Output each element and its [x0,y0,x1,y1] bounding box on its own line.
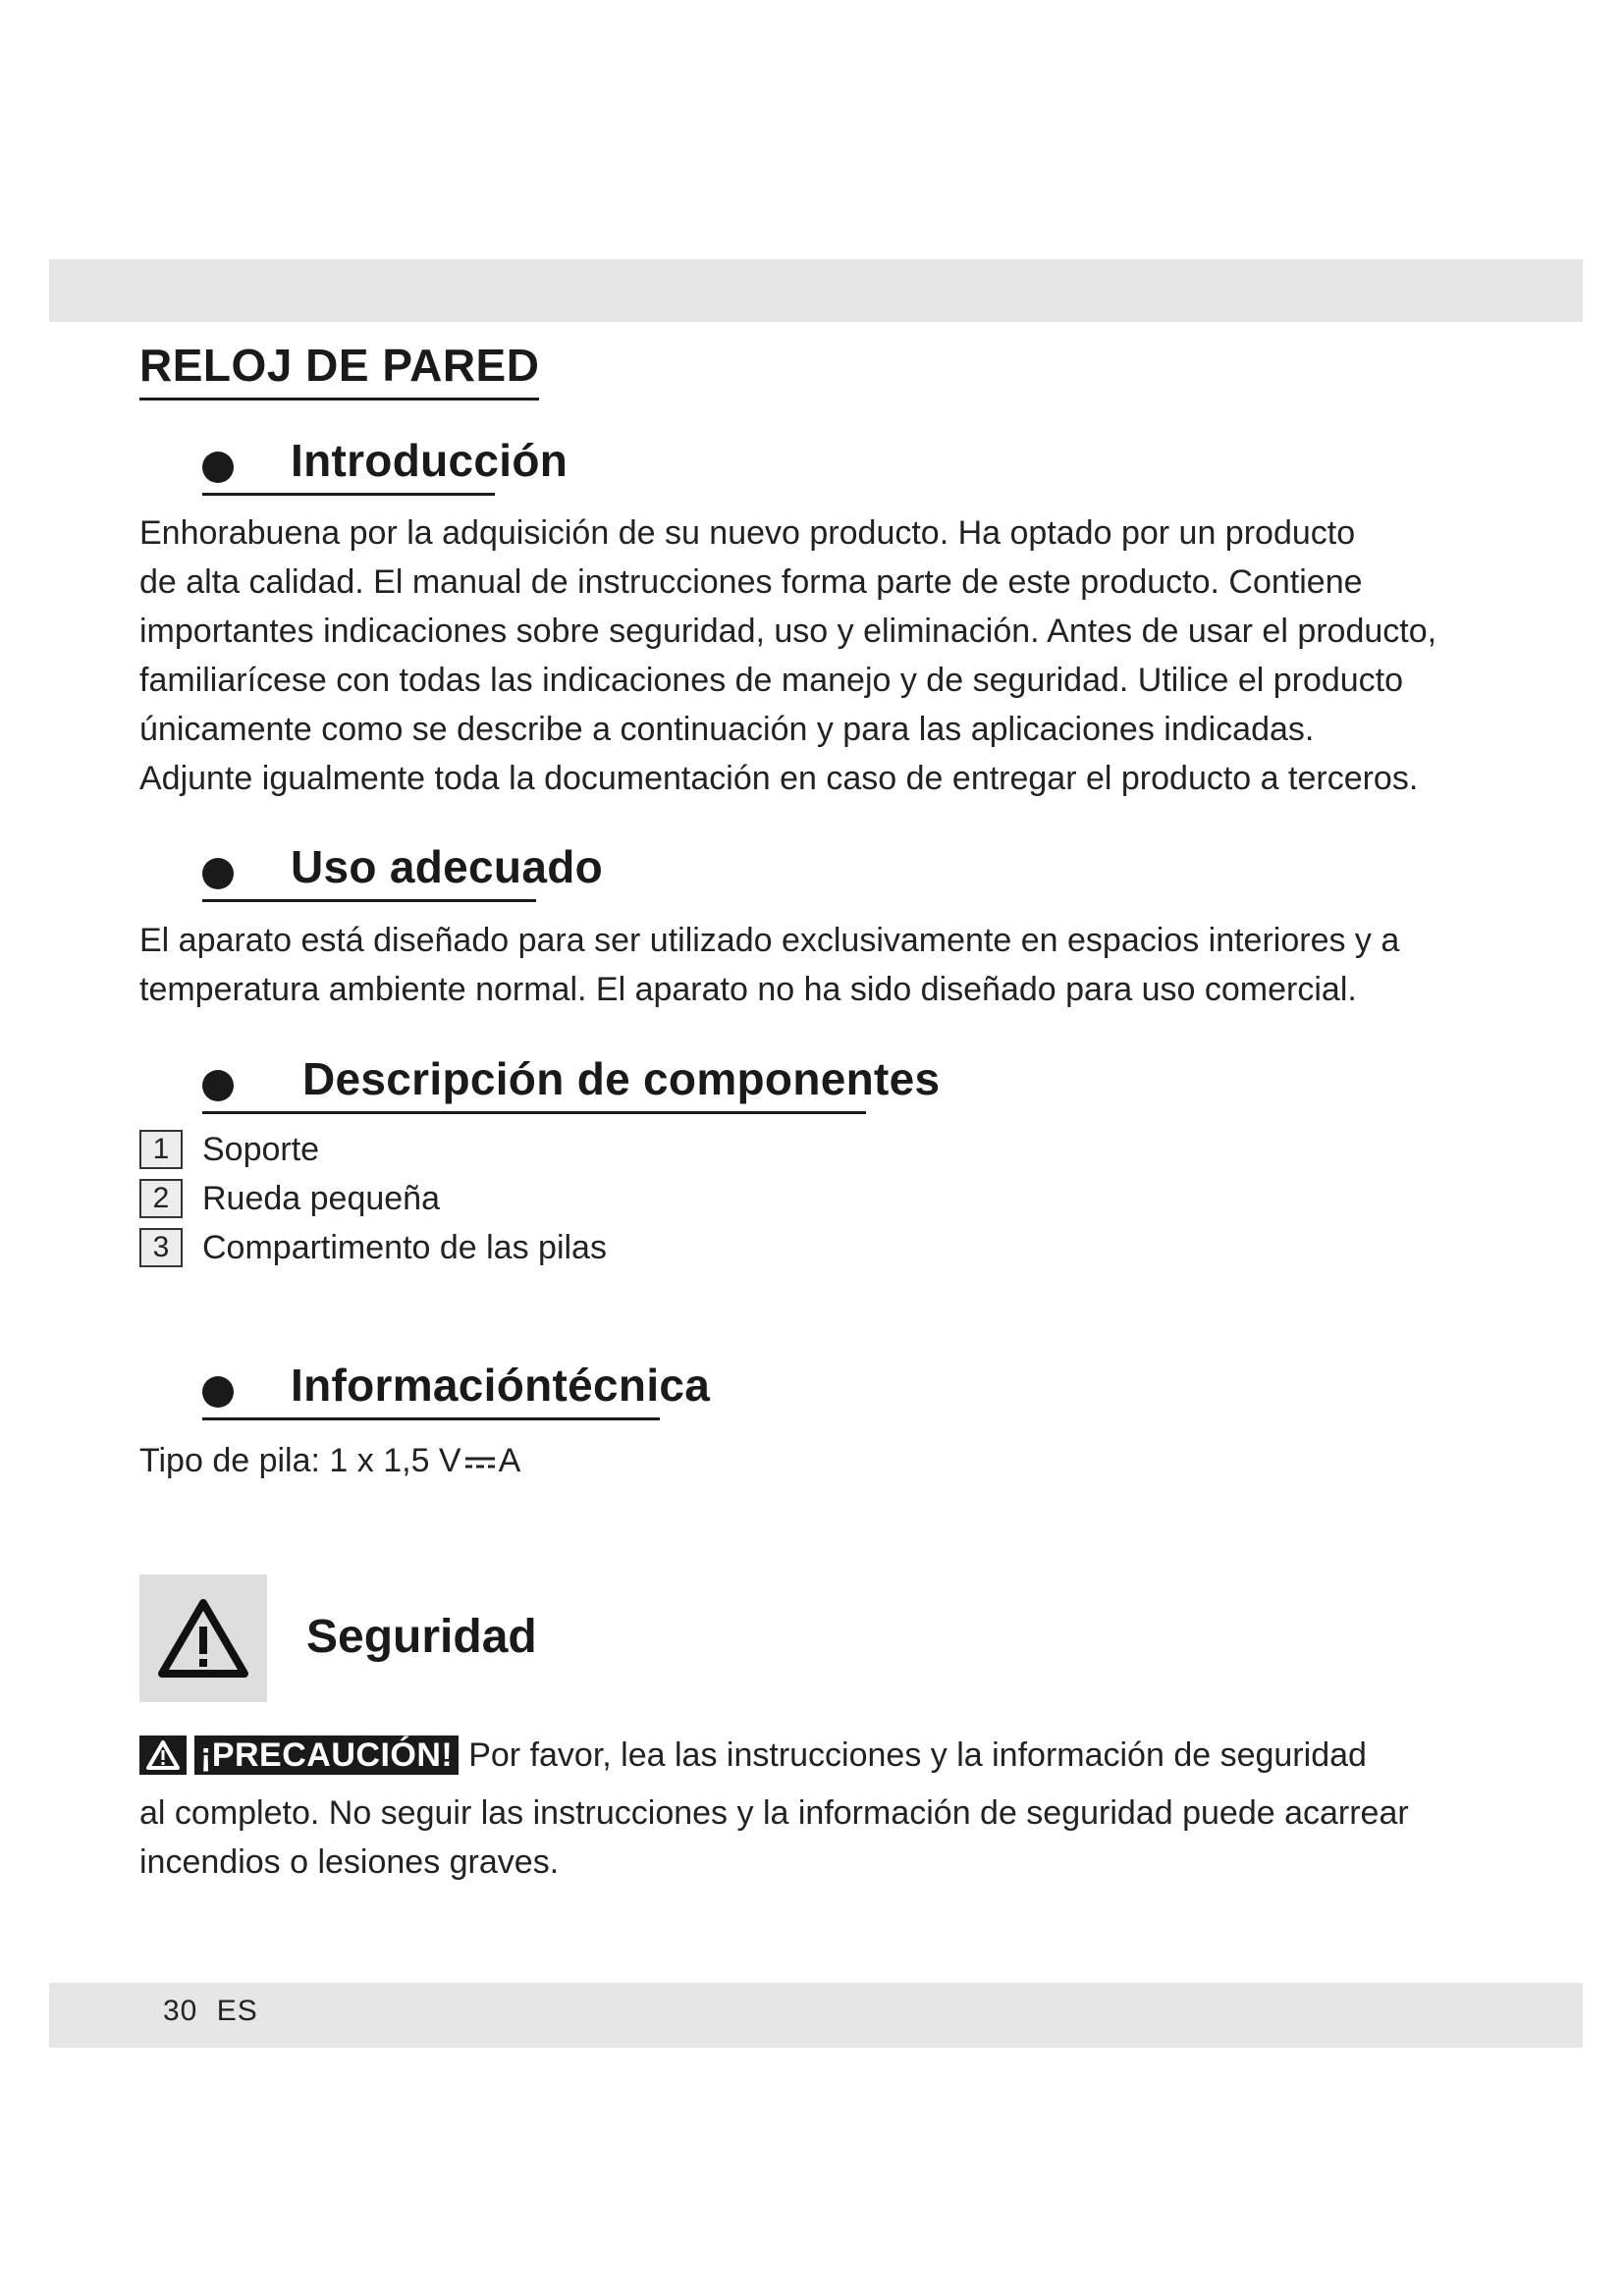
item-label: Soporte [202,1130,320,1168]
list-item [139,1223,607,1272]
text-line: Enhorabuena por la adquisición de su nuevo producto. Ha optado por un producto [139,514,1356,552]
language-code: ES [216,1995,258,2027]
warning-box [139,1575,267,1702]
components-list [139,1125,607,1272]
bullet-icon [202,1070,234,1101]
text-line: incendios o lesiones graves. [139,1843,560,1881]
item-number: 3 [139,1228,183,1267]
page-number: 30 [163,1995,198,2027]
item-label: Compartimento de las pilas [202,1228,607,1266]
heading-underline [202,1111,866,1114]
bullet-icon [202,452,234,483]
item-number: 1 [139,1130,183,1169]
text-line: importantes indicaciones sobre seguridad, uso y eliminación. Antes de usar el producto, [139,613,1437,650]
section-safety-title: Seguridad [306,1611,537,1663]
page-footer [163,1995,268,2028]
text-line: temperatura ambiente normal. El aparato no ha sido diseñado para uso comercial. [139,971,1357,1008]
tech-paragraph [139,1436,520,1485]
text-line [139,1436,520,1485]
battery-type-text: Tipo de pila: 1 x 1,5 V [139,1442,461,1479]
text-line: El aparato está diseñado para ser utilizado exclusivamente en espacios interiores y a [139,922,1400,959]
section-title: Informacióntécnica [291,1360,711,1411]
intro-paragraph [139,508,1436,803]
section-title: Introducción [291,435,568,486]
item-label: Rueda pequeña [202,1179,441,1217]
text-line: únicamente como se describe a continuación y para las aplicaciones indicadas. [139,711,1315,748]
header-band [49,259,1583,322]
text-line: Adjunte igualmente toda la documentación en caso de entregar el producto a terceros. [139,760,1419,797]
heading-underline [202,493,495,496]
use-paragraph [139,916,1399,1014]
dc-symbol-icon [463,1451,497,1474]
text-line: familiarícese con todas las indicaciones de manejo y de seguridad. Utilice el producto [139,662,1404,699]
text-line: de alta calidad. El manual de instrucciones forma parte de este producto. Contiene [139,563,1363,601]
caution-badge: ¡PRECAUCIÓN! [194,1735,459,1775]
heading-underline [202,1417,660,1420]
bullet-icon [202,858,234,889]
section-title: Uso adecuado [291,841,604,892]
list-item [139,1125,607,1174]
caution-paragraph [139,1789,1409,1887]
caution-line [139,1735,1367,1775]
footer-band [49,1983,1583,2048]
heading-underline [202,899,536,902]
warning-triangle-icon [156,1597,250,1680]
document-title: RELOJ DE PARED [139,339,539,400]
section-title: Descripción de componentes [302,1053,941,1104]
item-number: 2 [139,1179,183,1218]
caution-warning-icon [139,1735,187,1775]
caution-text: Por favor, lea las instrucciones y la información de seguridad [468,1735,1367,1774]
text-line: al completo. No seguir las instrucciones y la información de seguridad puede acarrear [139,1794,1409,1832]
battery-size-text: A [498,1442,521,1479]
bullet-icon [202,1376,234,1408]
list-item [139,1174,607,1223]
